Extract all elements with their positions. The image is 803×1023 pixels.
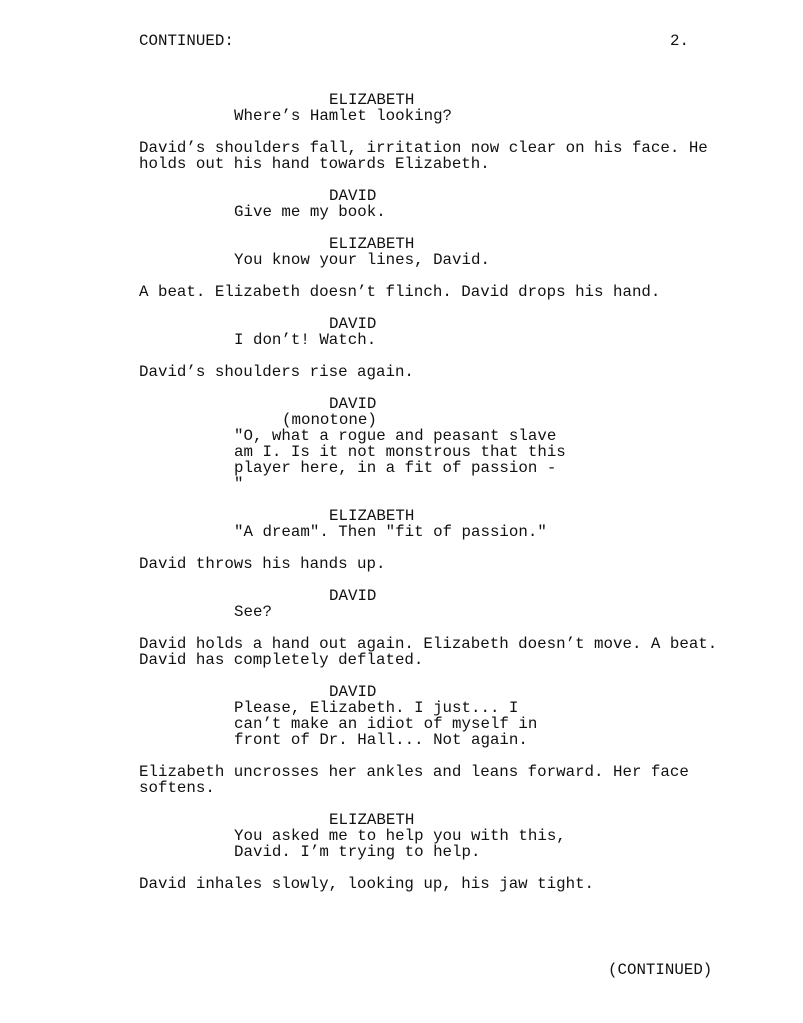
dialogue-block <box>139 396 739 492</box>
dialogue-block <box>139 684 739 748</box>
dialogue-line: "O, what a rogue and peasant slave am I. Is it not monstrous that this player here, in a fit of passion - " <box>234 427 566 493</box>
dialogue-block <box>139 588 739 620</box>
dialogue-block <box>139 236 739 268</box>
action-line: A beat. Elizabeth doesn’t flinch. David drops his hand. <box>139 283 661 301</box>
dialogue-line: See? <box>234 603 272 621</box>
dialogue-line: You know your lines, David. <box>234 251 490 269</box>
character-name: ELIZABETH <box>329 507 415 525</box>
continued-footer: (CONTINUED) <box>608 961 713 979</box>
dialogue-block <box>139 508 739 540</box>
character-name: ELIZABETH <box>329 91 415 109</box>
action-line: David’s shoulders rise again. <box>139 363 414 381</box>
dialogue-block <box>139 316 739 348</box>
action-line: David throws his hands up. <box>139 555 386 573</box>
character-name: DAVID <box>329 395 377 413</box>
dialogue-line: You asked me to help you with this, David. I’m trying to help. <box>234 827 566 861</box>
action-line: David holds a hand out again. Elizabeth doesn’t move. A beat. David has completely deflated. <box>139 635 718 669</box>
dialogue-line: Please, Elizabeth. I just... I can’t make an idiot of myself in front of Dr. Hall... Not again. <box>234 699 538 749</box>
script-body <box>139 92 739 908</box>
page-number: 2. <box>670 32 689 50</box>
character-name: ELIZABETH <box>329 235 415 253</box>
character-name: DAVID <box>329 587 377 605</box>
dialogue-block <box>139 92 739 124</box>
action-line: David inhales slowly, looking up, his jaw tight. <box>139 875 595 893</box>
dialogue-line: I don’t! Watch. <box>234 331 377 349</box>
continued-header: CONTINUED: <box>139 32 234 50</box>
action-line: David’s shoulders fall, irritation now clear on his face. He holds out his hand towards Elizabeth. <box>139 139 708 173</box>
dialogue-block <box>139 188 739 220</box>
dialogue-line: Where’s Hamlet looking? <box>234 107 453 125</box>
character-name: DAVID <box>329 315 377 333</box>
action-line: Elizabeth uncrosses her ankles and leans forward. Her face softens. <box>139 763 689 797</box>
dialogue-block <box>139 812 739 860</box>
dialogue-line: Give me my book. <box>234 203 386 221</box>
dialogue-line: "A dream". Then "fit of passion." <box>234 523 547 541</box>
character-name: ELIZABETH <box>329 811 415 829</box>
parenthetical: (monotone) <box>282 411 377 429</box>
character-name: DAVID <box>329 187 377 205</box>
character-name: DAVID <box>329 683 377 701</box>
